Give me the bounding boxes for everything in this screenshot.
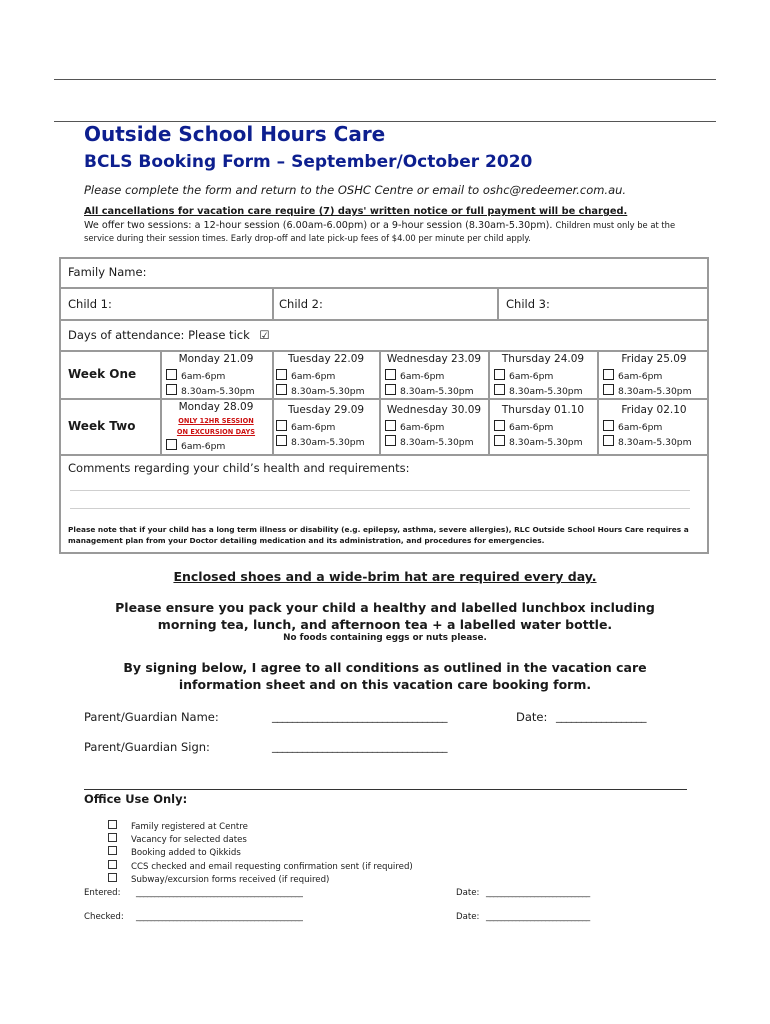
row-divider bbox=[59, 287, 709, 289]
week-one-label: Week One bbox=[68, 367, 137, 381]
day-tue-2209: Tuesday 22.09 bbox=[287, 353, 365, 365]
checkbox-icon[interactable] bbox=[108, 833, 117, 842]
days-label: Days of attendance: Please tick bbox=[68, 328, 250, 342]
entered-label: Entered: bbox=[84, 888, 121, 898]
w1-tue-9h[interactable] bbox=[276, 384, 365, 397]
checkbox-icon[interactable] bbox=[494, 369, 505, 380]
day-tue-2909: Tuesday 29.09 bbox=[287, 404, 365, 416]
office-item-label: Vacancy for selected dates bbox=[131, 835, 247, 846]
office-use-title: Office Use Only: bbox=[84, 792, 188, 806]
excursion-note-line2: ON EXCURSION DAYS bbox=[176, 428, 256, 436]
checkbox-icon[interactable] bbox=[385, 384, 396, 395]
col-divider bbox=[272, 350, 274, 455]
w2-fri-9h[interactable] bbox=[603, 435, 692, 448]
week-two-label: Week Two bbox=[68, 419, 136, 433]
health-note: Please note that if your child has a long term illness or disability (e.g. epilepsy, asthma, severe allergies), RLC Outside School Hours Care requires a management plan from your Doctor detailing medication and its administration, and procedures for emergencies. bbox=[68, 525, 689, 545]
w1-mon-12h[interactable] bbox=[166, 369, 225, 382]
checkbox-icon[interactable] bbox=[108, 820, 117, 829]
sessions-text bbox=[84, 219, 684, 245]
w2-wed-12h[interactable] bbox=[385, 420, 444, 433]
sessions-main: We offer two sessions: a 12-hour session (6.00am-6.00pm) or a 9-hour session (8.30am-5.30pm). bbox=[84, 220, 553, 231]
checkbox-icon[interactable] bbox=[385, 420, 396, 431]
entered-field[interactable]: _____________________________________________ bbox=[136, 888, 303, 898]
days-of-attendance bbox=[68, 328, 270, 342]
w1-wed-9h[interactable] bbox=[385, 384, 474, 397]
child1-label: Child 1: bbox=[68, 297, 112, 311]
checked-date-label: Date: bbox=[456, 912, 480, 922]
office-item[interactable] bbox=[108, 820, 413, 833]
checkbox-icon[interactable] bbox=[385, 369, 396, 380]
option-label: 6am-6pm bbox=[618, 371, 663, 382]
row-divider bbox=[59, 454, 709, 456]
office-item[interactable] bbox=[108, 873, 413, 886]
office-item-label: CCS checked and email requesting confirmation sent (if required) bbox=[131, 861, 413, 872]
office-item[interactable] bbox=[108, 846, 413, 859]
page-title: Outside School Hours Care bbox=[84, 122, 386, 146]
w1-tue-12h[interactable] bbox=[276, 369, 335, 382]
w2-tue-12h[interactable] bbox=[276, 420, 335, 433]
w1-thu-9h[interactable] bbox=[494, 384, 583, 397]
w2-fri-12h[interactable] bbox=[603, 420, 662, 433]
form-subtitle: BCLS Booking Form – September/October 2020 bbox=[84, 152, 533, 172]
option-label: 6am-6pm bbox=[400, 422, 445, 433]
option-label: 8.30am-5.30pm bbox=[291, 386, 365, 397]
office-item-label: Subway/excursion forms received (if required) bbox=[131, 874, 330, 885]
agreement-line-2: information sheet and on this vacation care booking form. bbox=[178, 677, 592, 692]
option-label: 6am-6pm bbox=[509, 371, 554, 382]
checkbox-icon[interactable] bbox=[603, 384, 614, 395]
checkbox-icon[interactable] bbox=[108, 873, 117, 882]
excursion-note-line1: ONLY 12HR SESSION bbox=[178, 417, 254, 425]
lunch-notice-1: Please ensure you pack your child a healthy and labelled lunchbox including bbox=[115, 600, 655, 615]
shoes-notice: Enclosed shoes and a wide-brim hat are required every day. bbox=[173, 569, 597, 584]
office-item[interactable] bbox=[108, 833, 413, 846]
checkbox-icon[interactable] bbox=[108, 846, 117, 855]
day-thu-0110: Thursday 01.10 bbox=[501, 404, 585, 416]
option-label: 8.30am-5.30pm bbox=[400, 386, 474, 397]
checkbox-icon[interactable] bbox=[276, 369, 287, 380]
office-checklist bbox=[108, 820, 413, 886]
agreement-line-1: By signing below, I agree to all conditions as outlined in the vacation care bbox=[123, 660, 647, 675]
date-label: Date: bbox=[516, 710, 548, 724]
w1-thu-12h[interactable] bbox=[494, 369, 553, 382]
entered-date-field[interactable]: ____________________________ bbox=[486, 888, 590, 898]
excursion-note bbox=[162, 416, 270, 438]
option-label: 8.30am-5.30pm bbox=[618, 386, 692, 397]
comments-label: Comments regarding your child’s health and requirements: bbox=[68, 461, 410, 475]
checked-field[interactable]: _____________________________________________ bbox=[136, 912, 303, 922]
w2-thu-12h[interactable] bbox=[494, 420, 553, 433]
w1-wed-12h[interactable] bbox=[385, 369, 444, 382]
parent-sign-field[interactable]: ___________________________________ bbox=[272, 740, 447, 753]
office-item-label: Family registered at Centre bbox=[131, 822, 248, 832]
sessions-small: Children must only be at the service during their session times. Early drop-off and late pick-up fees of $4.00 per minute per child apply. bbox=[84, 220, 676, 243]
checkbox-icon[interactable] bbox=[385, 435, 396, 446]
child3-label: Child 3: bbox=[506, 297, 550, 311]
option-label: 6am-6pm bbox=[509, 422, 554, 433]
checkbox-icon[interactable] bbox=[166, 369, 177, 380]
comments-line[interactable] bbox=[70, 490, 690, 491]
checked-date-field[interactable]: ____________________________ bbox=[486, 912, 590, 922]
cancellation-notice: All cancellations for vacation care require (7) days' written notice or full payment will be charged. bbox=[84, 206, 628, 217]
checkbox-icon[interactable] bbox=[108, 860, 117, 869]
checkbox-icon[interactable] bbox=[494, 420, 505, 431]
w1-fri-12h[interactable] bbox=[603, 369, 662, 382]
office-rule bbox=[84, 789, 687, 790]
checkbox-icon[interactable] bbox=[166, 384, 177, 395]
no-foods-notice: No foods containing eggs or nuts please. bbox=[283, 633, 487, 643]
w2-mon-12h[interactable] bbox=[166, 439, 225, 452]
col-divider bbox=[488, 350, 490, 455]
option-label: 8.30am-5.30pm bbox=[618, 437, 692, 448]
day-fri-0210: Friday 02.10 bbox=[621, 404, 687, 416]
w2-tue-9h[interactable] bbox=[276, 435, 365, 448]
w1-mon-9h[interactable] bbox=[166, 384, 255, 397]
checked-label: Checked: bbox=[84, 912, 124, 922]
day-mon-2809: Monday 28.09 bbox=[178, 401, 254, 413]
top-rule bbox=[54, 79, 716, 80]
lunch-notice-2: morning tea, lunch, and afternoon tea + a labelled water bottle. bbox=[157, 617, 613, 632]
option-label: 6am-6pm bbox=[181, 371, 226, 382]
w2-thu-9h[interactable] bbox=[494, 435, 583, 448]
parent-name-field[interactable]: ___________________________________ bbox=[272, 710, 447, 723]
office-item-label: Booking added to Qikkids bbox=[131, 848, 241, 859]
option-label: 6am-6pm bbox=[400, 371, 445, 382]
day-fri-2509: Friday 25.09 bbox=[621, 353, 687, 365]
day-mon-2109: Monday 21.09 bbox=[178, 353, 254, 365]
checkbox-icon[interactable] bbox=[276, 420, 287, 431]
day-wed-3009: Wednesday 30.09 bbox=[386, 404, 482, 416]
day-thu-2409: Thursday 24.09 bbox=[501, 353, 585, 365]
checkbox-icon[interactable] bbox=[494, 435, 505, 446]
col-divider bbox=[272, 287, 274, 320]
option-label: 8.30am-5.30pm bbox=[509, 437, 583, 448]
checkbox-icon[interactable] bbox=[603, 369, 614, 380]
row-divider bbox=[59, 398, 709, 400]
date-field[interactable]: __________________ bbox=[556, 710, 646, 723]
checkbox-icon[interactable] bbox=[603, 420, 614, 431]
office-item[interactable] bbox=[108, 860, 413, 873]
option-label: 6am-6pm bbox=[291, 422, 336, 433]
day-wed-2309: Wednesday 23.09 bbox=[386, 353, 482, 365]
comments-line[interactable] bbox=[70, 508, 690, 509]
family-name-label: Family Name: bbox=[68, 265, 147, 279]
col-divider bbox=[379, 350, 381, 455]
checkbox-icon[interactable] bbox=[166, 439, 177, 450]
option-label: 8.30am-5.30pm bbox=[291, 437, 365, 448]
option-label: 6am-6pm bbox=[618, 422, 663, 433]
child2-label: Child 2: bbox=[279, 297, 323, 311]
checkbox-icon[interactable] bbox=[494, 384, 505, 395]
entered-date-label: Date: bbox=[456, 888, 480, 898]
w1-fri-9h[interactable] bbox=[603, 384, 692, 397]
option-label: 6am-6pm bbox=[181, 441, 226, 452]
col-divider bbox=[597, 350, 599, 455]
intro-text: Please complete the form and return to the OSHC Centre or email to oshc@redeemer.com.au. bbox=[84, 183, 627, 197]
row-divider bbox=[59, 319, 709, 321]
option-label: 6am-6pm bbox=[291, 371, 336, 382]
checkbox-icon[interactable] bbox=[603, 435, 614, 446]
row-divider bbox=[59, 350, 709, 352]
option-label: 8.30am-5.30pm bbox=[181, 386, 255, 397]
w2-wed-9h[interactable] bbox=[385, 435, 474, 448]
option-label: 8.30am-5.30pm bbox=[509, 386, 583, 397]
tick-box-icon: ☑ bbox=[259, 328, 270, 342]
parent-sign-label: Parent/Guardian Sign: bbox=[84, 740, 210, 754]
col-divider bbox=[497, 287, 499, 320]
checkbox-icon[interactable] bbox=[276, 384, 287, 395]
checkbox-icon[interactable] bbox=[276, 435, 287, 446]
option-label: 8.30am-5.30pm bbox=[400, 437, 474, 448]
parent-name-label: Parent/Guardian Name: bbox=[84, 710, 219, 724]
